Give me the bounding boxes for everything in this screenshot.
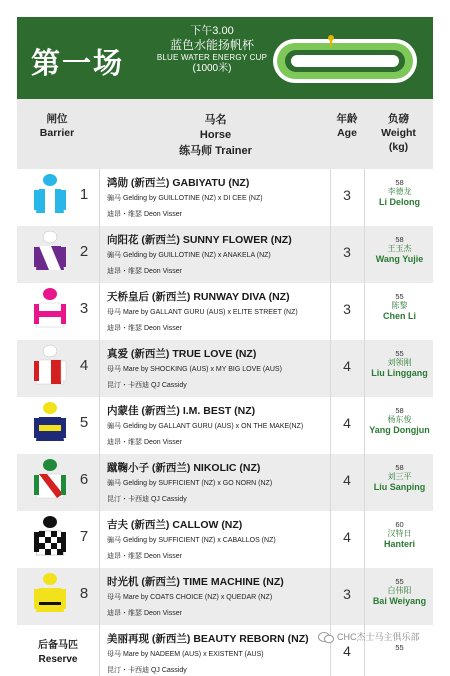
jockey-name-cn: 刘三平 [387,472,412,482]
race-info [137,25,287,75]
horse-age: 3 [343,586,351,602]
horse-age: 3 [343,301,351,317]
weight-value: 55 [395,643,404,652]
weight-value: 58 [395,235,404,244]
horse-age: 4 [343,472,351,488]
jockey-name-en: Liu Sanping [373,482,426,493]
horse-pedigree: 骟马 Gelding by SUFFICIENT (NZ) x GO NORN (NZ) [107,480,273,487]
race-header [17,17,433,99]
horse-name: 向阳花 (新西兰) SUNNY FLOWER (NZ) [107,234,292,246]
horse-age: 4 [343,415,351,431]
jockey-name-cn: 陈黎 [391,301,408,311]
table-row [17,226,433,283]
barrier-number: 2 [79,243,89,260]
horse-cell [107,175,332,219]
chat-bubble-icon [318,632,334,644]
horse-pedigree: 骟马 Gelding by GUILLOTINE (NZ) x ANAKELA (NZ) [107,252,271,259]
table-row [17,397,433,454]
horse-pedigree: 母马 Mare by NADEEM (AUS) x EXISTENT (AUS) [107,651,264,658]
jockey-name-en: Bai Weiyang [372,596,427,607]
divider [330,169,331,226]
divider [99,568,100,625]
divider [330,340,331,397]
jockey-name-cn: 刘领刚 [387,358,412,368]
jockey-name-cn: 王玉杰 [387,244,412,254]
horse-trainer: 昆汀・卡西迪 QJ Cassidy [107,667,187,674]
jockey-silk-icon [33,287,67,335]
weight-cell [366,463,433,494]
jockey-name-cn: 李德龙 [387,187,412,197]
divider [99,397,100,454]
horse-age: 3 [343,187,351,203]
horse-trainer: 迪昂・维瑟 Deon Visser [107,268,182,275]
column-weight: 负磅 Weight (kg) [381,113,416,154]
reserve-label: 后备马匹 Reserve [38,640,78,665]
jockey-name-en: Chen Li [383,311,416,322]
divider [364,511,365,568]
divider [99,169,100,226]
racetrack-icon [271,31,419,89]
horse-pedigree: 骟马 Gelding by GUILLOTINE (NZ) x DI CEE (NZ) [107,195,263,202]
jockey-name-en: Wang Yujie [375,254,424,265]
horse-cell [107,403,332,447]
horse-age: 4 [343,529,351,545]
column-age: 年龄 Age [336,113,358,140]
divider [364,169,365,226]
jockey-name-cn: 杨东俊 [387,415,412,425]
horse-name: 天桥皇后 (新西兰) RUNWAY DIVA (NZ) [107,291,290,303]
runner-list [17,169,433,676]
divider [364,454,365,511]
horse-name: 真爱 (新西兰) TRUE LOVE (NZ) [107,348,257,360]
table-row [17,454,433,511]
column-barrier: 闸位 Barrier [39,113,75,140]
horse-trainer: 昆汀・卡西迪 QJ Cassidy [107,496,187,503]
horse-pedigree: 母马 Mare by COATS CHOICE (NZ) x QUEDAR (NZ) [107,594,273,601]
weight-value: 55 [395,349,404,358]
weight-cell [366,235,433,266]
horse-pedigree: 骟马 Gelding by GALLANT GURU (AUS) x ON THE MAKE(NZ) [107,423,304,430]
jockey-silk-icon [33,458,67,506]
divider [99,625,100,676]
jockey-name-en: Yang Dongjun [369,425,430,436]
horse-age: 4 [343,358,351,374]
barrier-number: 1 [79,186,89,203]
barrier-number: 8 [79,585,89,602]
divider [364,568,365,625]
horse-trainer: 迪昂・维瑟 Deon Visser [107,325,182,332]
weight-cell [366,178,433,209]
table-row [17,169,433,226]
horse-trainer: 昆汀・卡西迪 QJ Cassidy [107,382,187,389]
jockey-silk-icon [33,515,67,563]
weight-value: 55 [395,577,404,586]
divider [364,340,365,397]
horse-name: 美丽再现 (新西兰) BEAUTY REBORN (NZ) [107,633,309,645]
horse-trainer: 迪昂・维瑟 Deon Visser [107,439,182,446]
divider [99,454,100,511]
divider [330,568,331,625]
horse-cell [107,631,332,675]
divider [364,226,365,283]
jockey-silk-icon [33,572,67,620]
horse-cell [107,346,332,390]
horse-cell [107,460,332,504]
horse-name: 蹴鞠小子 (新西兰) NIKOLIC (NZ) [107,462,261,474]
horse-pedigree: 母马 Mare by GALLANT GURU (AUS) x ELITE STREET (NZ) [107,309,298,316]
weight-cell [366,349,433,380]
divider [99,283,100,340]
horse-cell [107,574,332,618]
weight-value: 55 [395,292,404,301]
jockey-name-en: Liu Linggang [371,368,428,379]
weight-value: 58 [395,178,404,187]
divider [330,511,331,568]
horse-cell [107,289,332,333]
divider [364,283,365,340]
divider [330,283,331,340]
watermark-text: CHC杰士马主俱乐部 [337,632,420,642]
divider [99,226,100,283]
weight-cell [366,406,433,437]
divider [364,397,365,454]
horse-cell [107,232,332,276]
horse-age: 3 [343,244,351,260]
divider [330,454,331,511]
table-row [17,511,433,568]
weight-cell [366,577,433,608]
column-horse: 马名 Horse 练马师 Trainer [179,114,252,157]
weight-cell [366,643,433,652]
horse-pedigree: 母马 Mare by SHOCKING (AUS) x MY BIG LOVE (AUS) [107,366,282,373]
table-header [17,99,433,169]
watermark [318,630,420,644]
horse-pedigree: 骟马 Gelding by SUFFICIENT (NZ) x CABALLOS (NZ) [107,537,276,544]
barrier-number: 3 [79,300,89,317]
race-distance: (1000米) [192,63,232,75]
horse-name: 内蒙佳 (新西兰) I.M. BEST (NZ) [107,405,256,417]
weight-cell [366,292,433,323]
jockey-name-en: Li Delong [379,197,420,208]
weight-value: 58 [395,463,404,472]
horse-trainer: 迪昂・维瑟 Deon Visser [107,553,182,560]
divider [99,511,100,568]
horse-cell [107,517,332,561]
barrier-number: 4 [79,357,89,374]
horse-name: 鸿勋 (新西兰) GABIYATU (NZ) [107,177,250,189]
horse-age: 4 [343,643,351,659]
race-card [17,17,433,674]
jockey-silk-icon [33,230,67,278]
barrier-number: 7 [79,528,89,545]
horse-name: 时光机 (新西兰) TIME MACHINE (NZ) [107,576,284,588]
horse-trainer: 迪昂・维瑟 Deon Visser [107,610,182,617]
divider [99,340,100,397]
barrier-number: 6 [79,471,89,488]
horse-trainer: 迪昂・维瑟 Deon Visser [107,211,182,218]
jockey-silk-icon [33,344,67,392]
weight-value: 58 [395,406,404,415]
race-time: 下午3.00 [190,25,234,37]
jockey-silk-icon [33,401,67,449]
jockey-name-en: Hanteri [383,539,415,550]
table-row [17,283,433,340]
divider [330,226,331,283]
jockey-name-cn: 汉特日 [387,529,412,539]
race-name-cn: 蓝色水能扬帆杯 [169,38,254,53]
race-name-en: BLUE WATER ENERGY CUP [156,52,268,62]
barrier-number: 5 [79,414,89,431]
horse-name: 吉夫 (新西兰) CALLOW (NZ) [107,519,243,531]
race-number: 第一场 [31,46,125,80]
weight-value: 60 [395,520,404,529]
jockey-name-cn: 白伟阳 [387,586,412,596]
jockey-silk-icon [33,173,67,221]
table-row [17,568,433,625]
table-row [17,340,433,397]
weight-cell [366,520,433,551]
divider [330,397,331,454]
